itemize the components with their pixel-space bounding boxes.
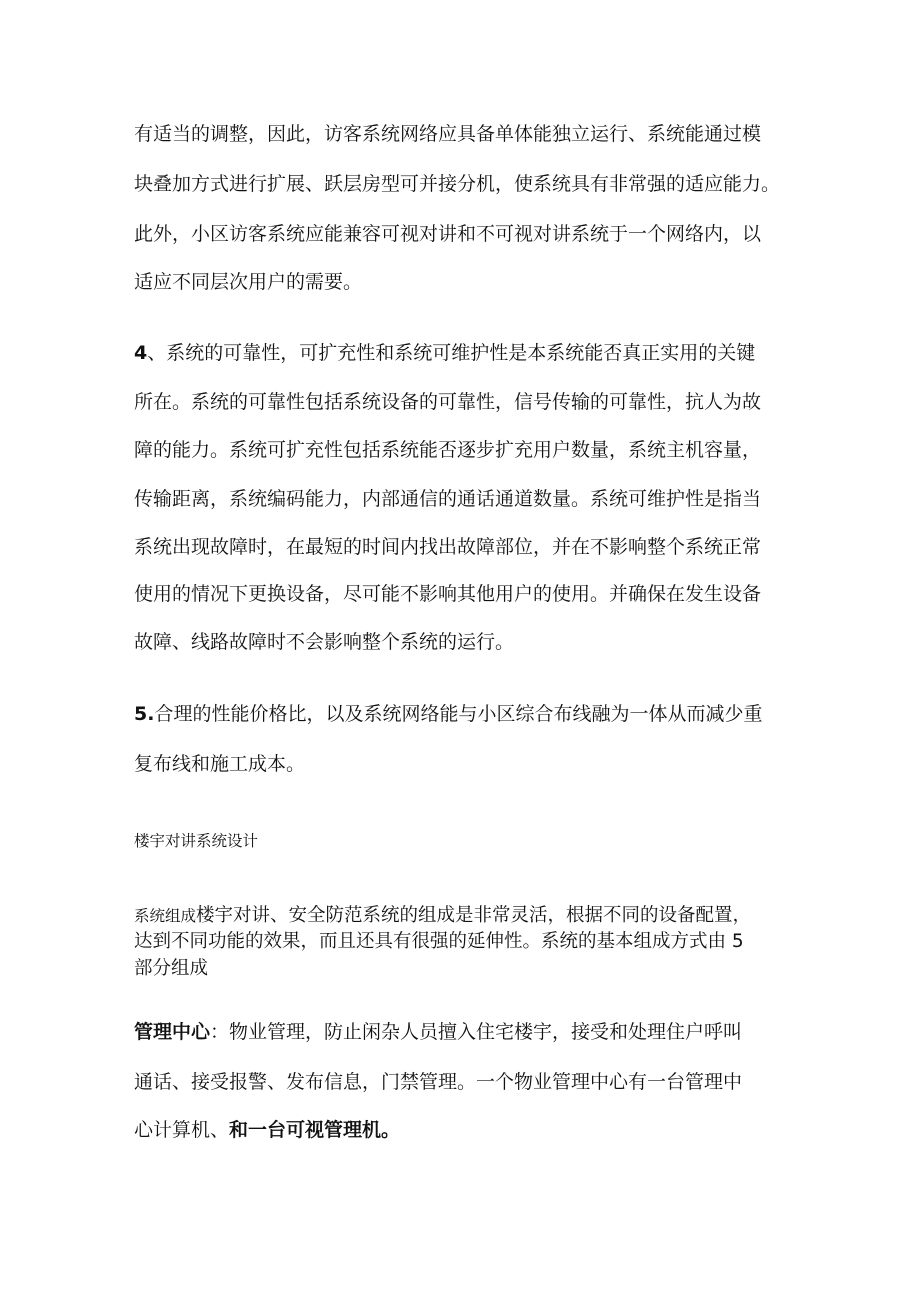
management-center-text: ：物业管理，防止闲杂人员擅入住宅楼宇，接受和处理住户呼叫 (210, 1021, 743, 1043)
management-center-label: 管理中心 (134, 1021, 211, 1043)
point-4-text: 、系统的可靠性，可扩充性和系统可维护性是本系统能否真正实用的关键 (147, 342, 756, 364)
composition-line-2: 达到不同功能的效果，而且还具有很强的延伸性。系统的基本组成方式由 5 (134, 931, 744, 952)
point-5-text: 合理的性能价格比，以及系统网络能与小区综合布线融为一体从而减少重 (154, 703, 763, 725)
point-4-line-6: 使用的情况下更换设备，尽可能不影响其他用户的使用。并确保在发生设备 (134, 583, 762, 605)
management-center-bold-tail: 和一台可视管理机。 (229, 1119, 401, 1141)
paragraph-1-line-4: 适应不同层次用户的需要。 (134, 271, 363, 293)
point-4-line-2: 所在。系统的可靠性包括系统设备的可靠性，信号传输的可靠性，抗人为故 (134, 391, 762, 413)
paragraph-1-line-2: 块叠加方式进行扩展、跃层房型可并接分机，使系统具有非常强的适应能力。 (134, 173, 781, 195)
point-4-number: 4 (134, 342, 148, 364)
management-center-line-2: 通话、接受报警、发布信息，门禁管理。一个物业管理中心有一台管理中 (134, 1071, 743, 1093)
composition-line-1 (134, 904, 751, 928)
composition-line-3: 部分组成 (134, 958, 209, 979)
management-center-line-3 (134, 1118, 400, 1142)
composition-text: 楼宇对讲、安全防范系统的组成是非常灵活，根据不同的设备配置， (196, 905, 752, 926)
paragraph-1-line-3: 此外，小区访客系统应能兼容可视对讲和不可视对讲系统于一个网络内，以 (134, 223, 762, 245)
point-4-line-5: 系统出现故障时，在最短的时间内找出故障部位，并在不影响整个系统正常 (134, 536, 762, 558)
point-4-line-7: 故障、线路故障时不会影响整个系统的运行。 (134, 631, 515, 653)
composition-label: 系统组成 (134, 907, 197, 925)
paragraph-1-line-1: 有适当的调整，因此，访客系统网络应具备单体能独立运行、系统能通过模 (134, 123, 762, 145)
point-5-number: 5. (134, 703, 155, 725)
section-heading: 楼宇对讲系统设计 (134, 832, 259, 850)
management-center-text-end: 心计算机、 (134, 1119, 230, 1141)
point-5-line-2: 复布线和施工成本。 (134, 753, 306, 775)
point-5-line-1 (134, 702, 762, 726)
point-4-line-4: 传输距离，系统编码能力，内部通信的通话通道数量。系统可维护性是指当 (134, 488, 762, 510)
point-4-line-1 (134, 341, 755, 365)
point-4-line-3: 障的能力。系统可扩充性包括系统能否逐步扩充用户数量，系统主机容量， (134, 439, 762, 461)
management-center-line-1 (134, 1020, 742, 1044)
